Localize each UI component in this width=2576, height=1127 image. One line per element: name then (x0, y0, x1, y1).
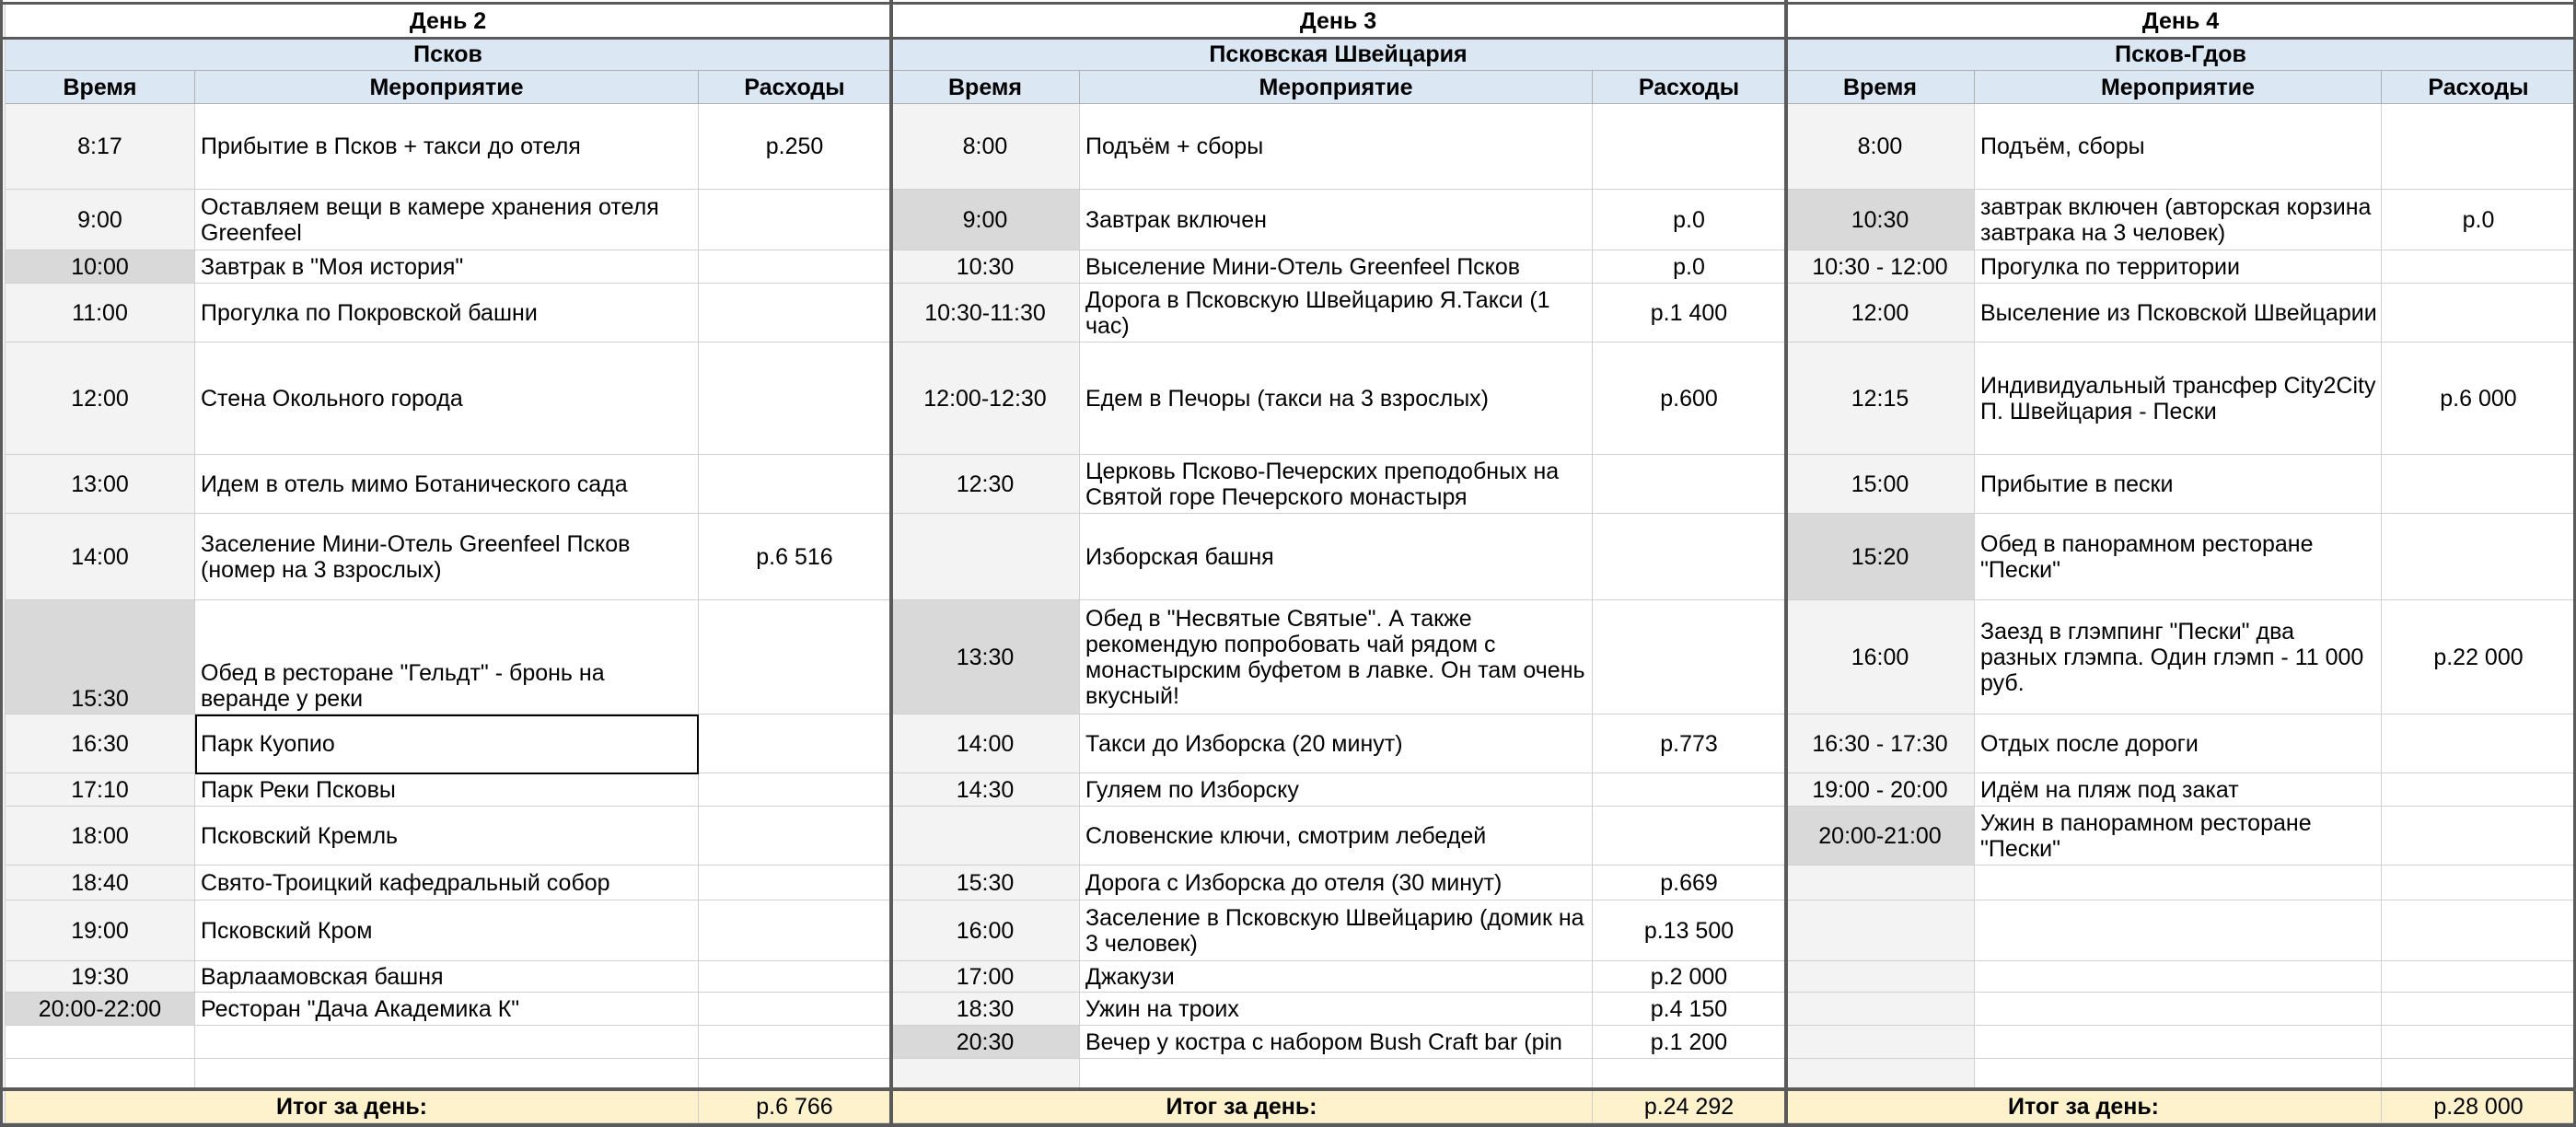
day-total-value: р.24 292 (1593, 1090, 1786, 1123)
time-cell[interactable]: 10:30-11:30 (891, 284, 1080, 343)
time-cell[interactable]: 12:00-12:30 (891, 343, 1080, 455)
cost-cell[interactable] (1593, 807, 1786, 866)
time-cell[interactable] (1786, 961, 1975, 993)
activity-cell[interactable]: Обед в "Несвятые Святые". А также рекомендую попробовать чай рядом с монастырским буфетом в лавке. Он там очень вкусный! (1080, 600, 1593, 715)
time-cell[interactable]: 16:30 - 17:30 (1786, 715, 1975, 773)
time-cell[interactable]: 10:30 (891, 250, 1080, 284)
cost-cell[interactable] (699, 284, 891, 343)
cost-cell[interactable]: р.4 150 (1593, 993, 1786, 1026)
time-cell[interactable]: 17:00 (891, 961, 1080, 993)
time-cell[interactable] (1786, 900, 1975, 961)
column-header-activity: Мероприятие (1975, 71, 2382, 104)
time-cell[interactable]: 14:00 (891, 715, 1080, 773)
city-header: Псков-Гдов (1786, 39, 2576, 71)
cost-cell[interactable] (699, 455, 891, 514)
activity-cell[interactable]: Словенские ключи, смотрим лебедей (1080, 807, 1593, 866)
activity-cell[interactable]: Завтрак включен (1080, 190, 1593, 250)
activity-cell[interactable]: Гуляем по Изборску (1080, 773, 1593, 807)
cost-cell[interactable] (699, 900, 891, 961)
activity-cell[interactable]: Свято-Троицкий кафедральный собор (195, 866, 699, 900)
cost-cell[interactable] (699, 250, 891, 284)
cost-cell[interactable] (2382, 993, 2576, 1026)
column-header-activity: Мероприятие (1080, 71, 1593, 104)
time-cell[interactable] (891, 807, 1080, 866)
activity-cell[interactable]: Едем в Печоры (такси на 3 взрослых) (1080, 343, 1593, 455)
activity-cell[interactable]: Подъём + сборы (1080, 104, 1593, 190)
row-divider (0, 2, 2576, 5)
cost-cell[interactable] (2382, 1026, 2576, 1059)
city-header: Псковская Швейцария (891, 39, 1786, 71)
activity-cell[interactable]: Парк Куопио (195, 715, 699, 773)
activity-cell[interactable]: Дорога в Псковскую Швейцарию Я.Такси (1 час) (1080, 284, 1593, 343)
column-header-time: Время (891, 71, 1080, 104)
cost-cell[interactable] (1593, 455, 1786, 514)
time-cell[interactable] (1786, 1026, 1975, 1059)
activity-cell[interactable]: Прогулка по территории (1975, 250, 2382, 284)
activity-cell[interactable]: Отдых после дороги (1975, 715, 2382, 773)
time-cell[interactable] (891, 1059, 1080, 1090)
day-title-3: День 3 (891, 4, 1786, 39)
activity-cell[interactable]: Оставляем вещи в камере хранения отеля Greenfeel (195, 190, 699, 250)
column-header-cost: Расходы (699, 71, 891, 104)
activity-cell[interactable]: Заезд в глэмпинг "Пески" два разных глэмпа. Один глэмп - 11 000 руб. (1975, 600, 2382, 715)
column-header-time: Время (1786, 71, 1975, 104)
time-cell[interactable]: 15:30 (6, 600, 195, 715)
time-cell[interactable]: 18:40 (6, 866, 195, 900)
time-cell[interactable]: 10:00 (6, 250, 195, 284)
time-cell[interactable]: 9:00 (6, 190, 195, 250)
activity-cell[interactable] (195, 1059, 699, 1090)
time-cell[interactable] (1786, 1059, 1975, 1090)
activity-cell[interactable]: Обед в панорамном ресторане "Пески" (1975, 514, 2382, 600)
column-header-cost: Расходы (1593, 71, 1786, 104)
cost-cell[interactable] (699, 343, 891, 455)
activity-cell[interactable]: Ужин на троих (1080, 993, 1593, 1026)
cost-cell[interactable] (699, 807, 891, 866)
activity-cell[interactable]: Вечер у костра с набором Bush Craft bar (pin (1080, 1026, 1593, 1059)
activity-cell[interactable]: Индивидуальный трансфер City2City П. Швейцария - Пески (1975, 343, 2382, 455)
cost-cell[interactable]: р.250 (699, 104, 891, 190)
time-cell[interactable]: 15:30 (891, 866, 1080, 900)
time-cell[interactable]: 19:30 (6, 961, 195, 993)
time-cell[interactable]: 20:00-22:00 (6, 993, 195, 1026)
day-total-value: р.28 000 (2382, 1090, 2576, 1123)
cost-cell[interactable] (699, 715, 891, 773)
column-header-activity: Мероприятие (195, 71, 699, 104)
activity-cell[interactable]: Дорога с Изборска до отеля (30 минут) (1080, 866, 1593, 900)
activity-cell[interactable]: Идем в отель мимо Ботанического сада (195, 455, 699, 514)
cost-cell[interactable] (699, 993, 891, 1026)
activity-cell[interactable]: Церковь Псково-Печерских преподобных на Святой горе Печерского монастыря (1080, 455, 1593, 514)
cost-cell[interactable]: р.600 (1593, 343, 1786, 455)
activity-cell[interactable] (195, 1026, 699, 1059)
column-header-cost: Расходы (2382, 71, 2576, 104)
cost-cell[interactable]: р.0 (1593, 190, 1786, 250)
activity-cell[interactable]: Прогулка по Покровской башни (195, 284, 699, 343)
cost-cell[interactable] (699, 866, 891, 900)
cost-cell[interactable]: р.773 (1593, 715, 1786, 773)
time-cell[interactable]: 9:00 (891, 190, 1080, 250)
activity-cell[interactable] (1975, 1026, 2382, 1059)
block-divider (0, 0, 3, 1127)
cost-cell[interactable]: р.6 516 (699, 514, 891, 600)
activity-cell[interactable]: Подъём, сборы (1975, 104, 2382, 190)
time-cell[interactable]: 14:30 (891, 773, 1080, 807)
day-title-4: День 4 (1786, 4, 2576, 39)
time-cell[interactable]: 20:30 (891, 1026, 1080, 1059)
cost-cell[interactable] (1593, 104, 1786, 190)
day-total-label: Итог за день: (6, 1090, 699, 1123)
time-cell[interactable]: 10:30 (1786, 190, 1975, 250)
cost-cell[interactable] (2382, 284, 2576, 343)
cost-cell[interactable] (1593, 773, 1786, 807)
cost-cell[interactable] (699, 1026, 891, 1059)
activity-cell[interactable]: Псковский Кремль (195, 807, 699, 866)
time-cell[interactable]: 18:30 (891, 993, 1080, 1026)
cost-cell[interactable] (2382, 514, 2576, 600)
activity-cell[interactable]: Выселение из Псковской Швейцарии (1975, 284, 2382, 343)
cost-cell[interactable] (1593, 1059, 1786, 1090)
cost-cell[interactable] (2382, 1059, 2576, 1090)
activity-cell[interactable]: Псковский Кром (195, 900, 699, 961)
activity-cell[interactable] (1080, 1059, 1593, 1090)
block-divider (1784, 0, 1788, 1127)
time-cell[interactable]: 17:10 (6, 773, 195, 807)
time-cell[interactable]: 8:00 (1786, 104, 1975, 190)
time-cell[interactable]: 12:00 (6, 343, 195, 455)
cost-cell[interactable] (2382, 961, 2576, 993)
time-cell[interactable]: 13:30 (891, 600, 1080, 715)
cost-cell[interactable] (2382, 455, 2576, 514)
cost-cell[interactable]: р.669 (1593, 866, 1786, 900)
cost-cell[interactable] (699, 773, 891, 807)
time-cell[interactable]: 20:00-21:00 (1786, 807, 1975, 866)
cost-cell[interactable]: р.1 200 (1593, 1026, 1786, 1059)
cost-cell[interactable] (1593, 600, 1786, 715)
day-total-label: Итог за день: (891, 1090, 1593, 1123)
time-cell[interactable]: 19:00 (6, 900, 195, 961)
time-cell[interactable]: 12:15 (1786, 343, 1975, 455)
column-header-time: Время (6, 71, 195, 104)
cost-cell[interactable] (2382, 250, 2576, 284)
cost-cell[interactable] (2382, 104, 2576, 190)
activity-cell[interactable] (1975, 993, 2382, 1026)
time-cell[interactable]: 11:00 (6, 284, 195, 343)
cost-cell[interactable] (699, 961, 891, 993)
activity-cell[interactable]: Варлаамовская башня (195, 961, 699, 993)
activity-cell[interactable]: Завтрак в "Моя история" (195, 250, 699, 284)
activity-cell[interactable] (1975, 961, 2382, 993)
cost-cell[interactable]: р.2 000 (1593, 961, 1786, 993)
activity-cell[interactable] (1975, 1059, 2382, 1090)
time-cell[interactable]: 15:00 (1786, 455, 1975, 514)
time-cell[interactable]: 16:00 (891, 900, 1080, 961)
city-header: Псков (6, 39, 891, 71)
time-cell[interactable] (6, 1026, 195, 1059)
time-cell[interactable] (891, 514, 1080, 600)
time-cell[interactable]: 13:00 (6, 455, 195, 514)
activity-cell[interactable]: Ужин в панорамном ресторане "Пески" (1975, 807, 2382, 866)
cost-cell[interactable]: р.6 000 (2382, 343, 2576, 455)
cost-cell[interactable] (2382, 773, 2576, 807)
activity-cell[interactable]: Джакузи (1080, 961, 1593, 993)
activity-cell[interactable]: Прибытие в пески (1975, 455, 2382, 514)
time-cell[interactable]: 14:00 (6, 514, 195, 600)
time-cell[interactable]: 19:00 - 20:00 (1786, 773, 1975, 807)
activity-cell[interactable]: Обед в ресторане "Гельдт" - бронь на веранде у реки (195, 600, 699, 715)
cost-cell[interactable] (2382, 866, 2576, 900)
cost-cell[interactable] (2382, 807, 2576, 866)
activity-cell[interactable]: Заселение Мини-Отель Greenfeel Псков (номер на 3 взрослых) (195, 514, 699, 600)
time-cell[interactable]: 10:30 - 12:00 (1786, 250, 1975, 284)
activity-cell[interactable] (1975, 900, 2382, 961)
activity-cell[interactable]: Парк Реки Псковы (195, 773, 699, 807)
time-cell[interactable]: 15:20 (1786, 514, 1975, 600)
activity-cell[interactable]: Ресторан "Дача Академика К" (195, 993, 699, 1026)
activity-cell[interactable]: Заселение в Псковскую Швейцарию (домик на 3 человек) (1080, 900, 1593, 961)
time-cell[interactable]: 8:17 (6, 104, 195, 190)
activity-cell[interactable]: завтрак включен (авторская корзина завтрака на 3 человек) (1975, 190, 2382, 250)
cost-cell[interactable] (699, 1059, 891, 1090)
row-divider (0, 1123, 2576, 1127)
cost-cell[interactable]: р.0 (1593, 250, 1786, 284)
cost-cell[interactable]: р.0 (2382, 190, 2576, 250)
row-divider (0, 37, 2576, 40)
time-cell[interactable] (6, 1059, 195, 1090)
cost-cell[interactable]: р.13 500 (1593, 900, 1786, 961)
day-title-2: День 2 (6, 4, 891, 39)
time-cell[interactable]: 16:30 (6, 715, 195, 773)
cost-cell[interactable] (699, 190, 891, 250)
activity-cell[interactable] (1975, 866, 2382, 900)
time-cell[interactable]: 12:00 (1786, 284, 1975, 343)
cost-cell[interactable] (2382, 715, 2576, 773)
block-divider (889, 0, 893, 1127)
activity-cell[interactable]: Выселение Мини-Отель Greenfeel Псков (1080, 250, 1593, 284)
time-cell[interactable]: 12:30 (891, 455, 1080, 514)
selected-cell-outline (195, 715, 699, 774)
time-cell[interactable] (1786, 993, 1975, 1026)
day-total-label: Итог за день: (1786, 1090, 2382, 1123)
time-cell[interactable] (1786, 866, 1975, 900)
time-cell[interactable]: 18:00 (6, 807, 195, 866)
activity-cell[interactable]: Идём на пляж под закат (1975, 773, 2382, 807)
row-divider (0, 1087, 2576, 1091)
day-total-value: р.6 766 (699, 1090, 891, 1123)
cost-cell[interactable] (2382, 900, 2576, 961)
time-cell[interactable]: 16:00 (1786, 600, 1975, 715)
activity-cell[interactable]: Прибытие в Псков + такси до отеля (195, 104, 699, 190)
time-cell[interactable]: 8:00 (891, 104, 1080, 190)
cost-cell[interactable] (699, 600, 891, 715)
activity-cell[interactable]: Такси до Изборска (20 минут) (1080, 715, 1593, 773)
cost-cell[interactable]: р.22 000 (2382, 600, 2576, 715)
activity-cell[interactable]: Изборская башня (1080, 514, 1593, 600)
activity-cell[interactable]: Стена Окольного города (195, 343, 699, 455)
cost-cell[interactable] (1593, 514, 1786, 600)
cost-cell[interactable]: р.1 400 (1593, 284, 1786, 343)
